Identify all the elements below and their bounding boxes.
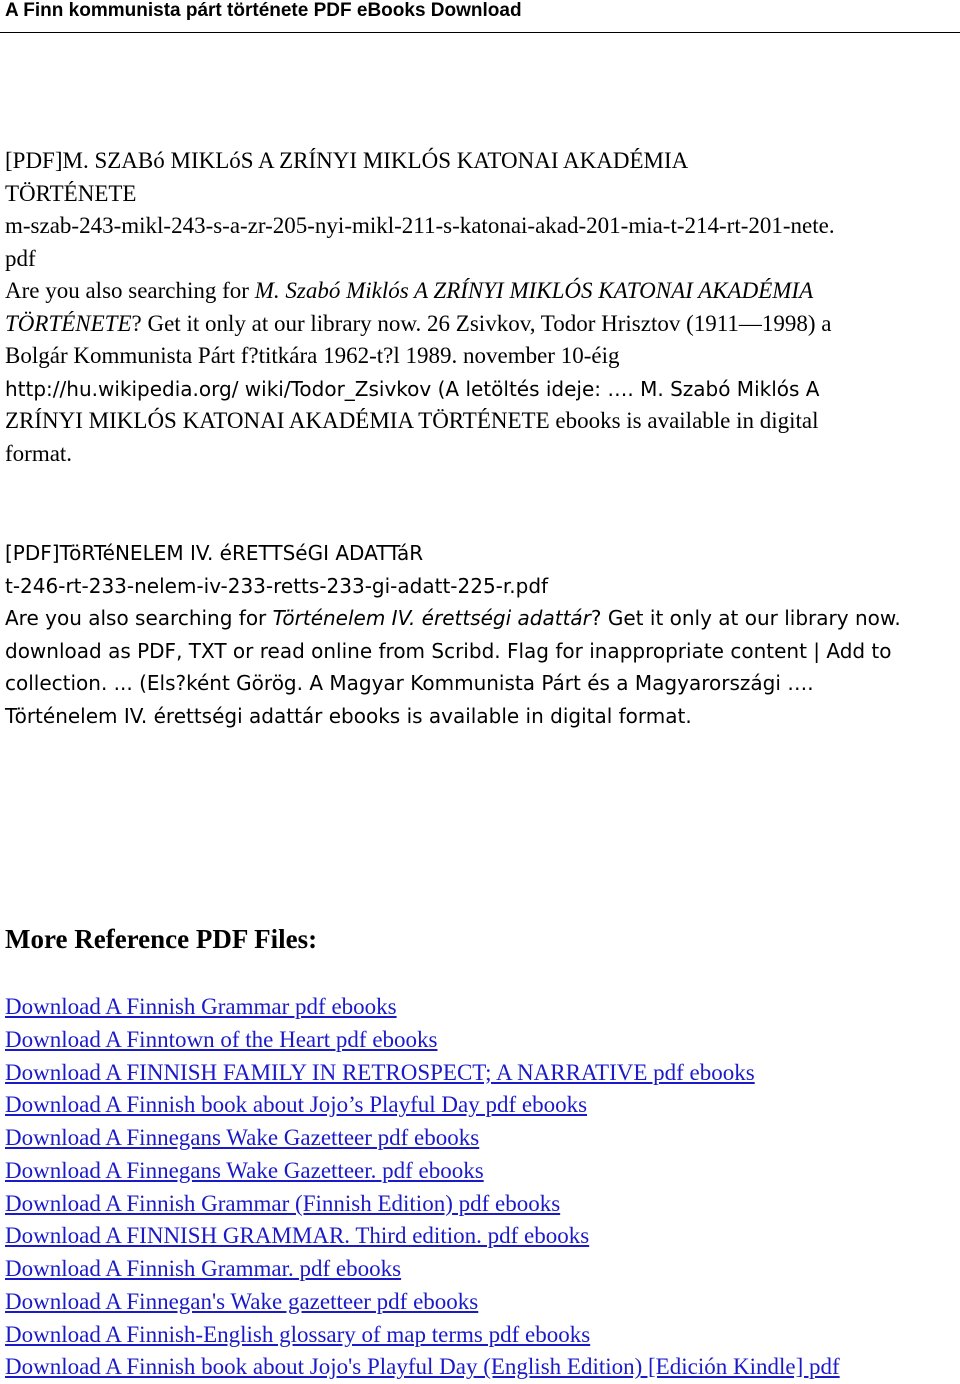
reference-link[interactable]: Download A Finnish Grammar pdf ebooks (5, 994, 397, 1019)
result-body-line: Bolgár Kommunista Párt f?titkára 1962-t?l 1989. november 10-éig (5, 343, 620, 368)
reference-link-list (5, 991, 960, 1384)
header-divider (0, 32, 960, 33)
search-suffix: ? Get it only at our library now. (590, 606, 901, 630)
page-header (0, 0, 960, 34)
result-title-line[interactable]: [PDF]TöRTéNELEM IV. éRETTSéGI ADATTáR (5, 541, 424, 565)
result-body-line: collection. ... (Els?ként Görög. A Magyar Kommunista Párt és a Magyarországi …. (5, 671, 814, 695)
reference-link[interactable]: Download A Finnegans Wake Gazetteer pdf ebooks (5, 1125, 480, 1150)
result-title-line[interactable]: [PDF]M. SZABó MIKLóS A ZRÍNYI MIKLÓS KATONAI AKADÉMIA (5, 148, 689, 173)
search-result-2 (5, 537, 955, 732)
search-title-cont: TÖRTÉNETE (5, 310, 132, 336)
reference-link[interactable]: Download A FINNISH FAMILY IN RETROSPECT; A NARRATIVE pdf ebooks (5, 1059, 755, 1085)
reference-link[interactable]: Download A Finnegans Wake Gazetteer. pdf ebooks (5, 1157, 484, 1183)
search-prefix: Are you also searching for (5, 606, 273, 630)
search-title: Történelem IV. érettségi adattár (272, 606, 591, 630)
search-prefix: Are you also searching for (5, 278, 255, 303)
reference-link[interactable]: Download A Finnish Grammar. pdf ebooks (5, 1256, 402, 1281)
page-title: A Finn kommunista párt története PDF eBooks Download (5, 0, 522, 21)
reference-link[interactable]: Download A Finnish-English glossary of map terms pdf ebooks (5, 1321, 591, 1347)
search-suffix: ? Get it only at our library now. 26 Zsivkov, Todor Hrisztov (1911—1998) a (131, 310, 832, 336)
reference-link[interactable]: Download A Finnish book about Jojo’s Playful Day pdf ebooks (5, 1092, 588, 1118)
reference-link[interactable]: Download A Finnegan's Wake gazetteer pdf ebooks (5, 1288, 479, 1314)
result-filename-line: pdf (5, 245, 36, 271)
result-search-line (5, 308, 955, 341)
result-title-line[interactable]: TÖRTÉNETE (5, 180, 137, 206)
result-body-line: http://hu.wikipedia.org/ wiki/Todor_Zsivkov (A letöltés ideje: …. M. Szabó Miklós A (5, 376, 820, 401)
search-result-1 (5, 145, 955, 470)
result-filename-line: t-246-rt-233-nelem-iv-233-retts-233-gi-adatt-225-r.pdf (5, 573, 549, 598)
result-body-line: ZRÍNYI MIKLÓS KATONAI AKADÉMIA TÖRTÉNETE ebooks is available in digital (5, 408, 819, 433)
result-body-line: download as PDF, TXT or read online from Scribd. Flag for inappropriate content | Add to (5, 638, 892, 663)
reference-link[interactable]: Download A Finnish Grammar (Finnish Edition) pdf ebooks (5, 1190, 561, 1216)
result-body-line: format. (5, 440, 73, 466)
result-search-line (5, 275, 955, 308)
reference-link[interactable]: Download A Finnish book about Jojo's Playful Day (English Edition) [Edición Kindle] pdf (5, 1354, 840, 1380)
search-title: M. Szabó Miklós A ZRÍNYI MIKLÓS KATONAI AKADÉMIA (254, 278, 814, 303)
more-reference-heading: More Reference PDF Files: (5, 924, 318, 954)
result-body-line: Történelem IV. érettségi adattár ebooks is available in digital format. (5, 703, 692, 728)
result-filename-line: m-szab-243-mikl-243-s-a-zr-205-nyi-mikl-211-s-katonai-akad-201-mia-t-214-rt-201-nete. (5, 213, 835, 238)
result-search-line (5, 602, 955, 635)
reference-link[interactable]: Download A Finntown of the Heart pdf ebooks (5, 1026, 438, 1052)
reference-link[interactable]: Download A FINNISH GRAMMAR. Third edition. pdf ebooks (5, 1223, 590, 1249)
